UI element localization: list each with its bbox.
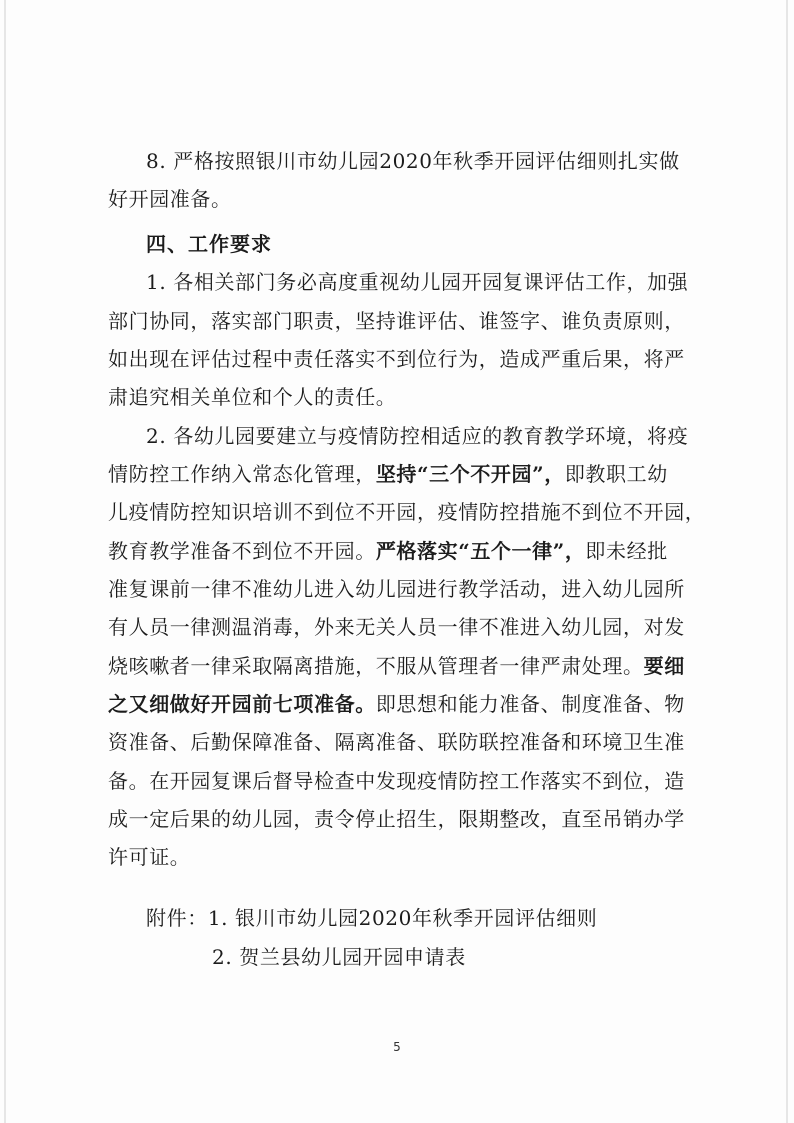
- req1-line2: 部门协同，落实部门职责，坚持谁评估、谁签字、谁负责原则，: [108, 309, 685, 333]
- req1-line1: 1. 各相关部门务必高度重视幼儿园开园复课评估工作，加强: [146, 270, 689, 294]
- req2-line2-a: 情防控工作纳入常态化管理，: [108, 462, 376, 486]
- attachment-item-1: 1. 银川市幼儿园2020年秋季开园评估细则: [207, 906, 598, 930]
- req2-line7: [108, 651, 685, 681]
- req2-line4: [108, 536, 668, 566]
- req2-line3: 儿疫情防控知识培训不到位不开园，疫情防控措施不到位不开园，: [108, 500, 706, 524]
- req1-line3: 如出现在评估过程中责任落实不到位行为，造成严重后果，将严: [108, 347, 685, 371]
- req2-line4-c: 即未经批: [585, 539, 668, 563]
- req2-line9: 资准备、后勤保障准备、隔离准备、联防联控准备和环境卫生准: [108, 730, 685, 754]
- req2-line8-b: 即思想和能力准备、制度准备、物: [375, 692, 685, 716]
- req2-line10: 备。在开园复课后督导检查中发现疫情防控工作落实不到位，造: [108, 769, 685, 793]
- attachments-line1: [146, 903, 597, 933]
- req2-line1: 2. 各幼儿园要建立与疫情防控相适应的教育教学环境，将疫: [146, 424, 689, 448]
- req2-line5: 准复课前一律不准幼儿进入幼儿园进行教学活动，进入幼儿园所: [108, 577, 685, 601]
- req2-line11: 成一定后果的幼儿园，责令停止招生，限期整改，直至吊销办学: [108, 807, 685, 831]
- page-number: 5: [393, 1040, 401, 1054]
- item8-line2: 好开园准备。: [108, 187, 232, 211]
- req2-line4-bold: 严格落实“五个一律”，: [375, 539, 586, 563]
- req2-line2-c: 即教职工幼: [564, 462, 668, 486]
- req2-line4-a: 教育教学准备不到位不开园。: [108, 539, 376, 563]
- req2-line7-a: 烧咳嗽者一律采取隔离措施，不服从管理者一律严肃处理。: [108, 654, 644, 678]
- req2-line8: [108, 689, 685, 719]
- section-heading: 四、工作要求: [146, 232, 272, 256]
- req2-line2: [108, 459, 668, 489]
- scan-edge-right: [786, 0, 788, 1123]
- scan-edge-left: [4, 0, 6, 1123]
- req2-line6: 有人员一律测温消毒，外来无关人员一律不准进入幼儿园，对发: [108, 615, 685, 639]
- req2-line2-bold: 坚持“三个不开园”，: [375, 462, 565, 486]
- req2-line12: 许可证。: [108, 845, 191, 869]
- attachment-item-2: 2. 贺兰县幼儿园开园申请表: [212, 945, 466, 969]
- req1-line4: 肃追究相关单位和个人的责任。: [108, 385, 397, 409]
- req2-line8-bold: 之又细做好开园前七项准备。: [108, 692, 376, 716]
- req2-line7-bold: 要细: [643, 654, 685, 678]
- attachments-label: 附件：: [146, 906, 208, 930]
- item8-line1: 8. 严格按照银川市幼儿园2020年秋季开园评估细则扎实做: [146, 149, 680, 173]
